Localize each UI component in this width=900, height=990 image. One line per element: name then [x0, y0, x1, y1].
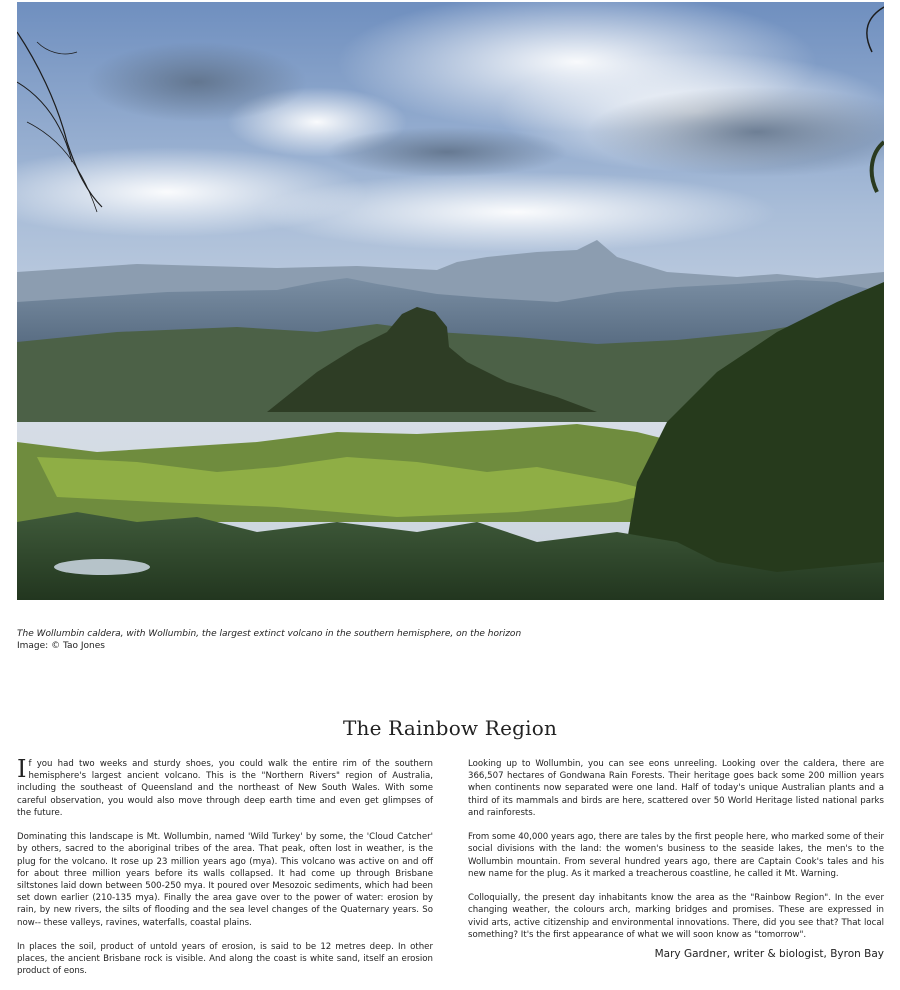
paragraph-text: f you had two weeks and sturdy shoes, you could walk the entire rim of the southern hemisphere's largest ancient volcano. This is the "Northern Rivers" region of Australia, including the southeast of Queensland and the northeast of New South Wales. With some careful observation, you would also move through deep earth time and even get glimpses of the future. — [17, 759, 433, 818]
caption-text: The Wollumbin caldera, with Wollumbin, the largest extinct volcano in the southern hemisphere, on the horizon — [17, 629, 522, 639]
author-signature: Mary Gardner, writer & biologist, Byron Bay — [654, 948, 884, 960]
paragraph: Dominating this landscape is Mt. Wollumbin, named 'Wild Turkey' by some, the 'Cloud Catcher' by others, sacred to the aboriginal tribes of the area. That peak, often lost in weather, is the plug for the volcano. It rose up 23 million years ago (mya). This volcano was active on and off for about three million years before its walls collapsed. It had come up through Brisbane siltstones laid down between 500-250 mya. It poured over Mesozoic sediments, which had been set down earlier (210-135 mya). Finally the area gave over to the power of water: erosion by rain, by new rivers, the silts of flooding and the sea level changes of the Quaternary years. So now-- these valleys, ravines, waterfalls, coastal plains. — [17, 832, 433, 928]
drop-cap: I — [17, 755, 27, 783]
right-column — [468, 758, 884, 953]
caption-credit: Image: © Tao Jones — [17, 641, 105, 651]
paragraph: From some 40,000 years ago, there are tales by the first people here, who marked some of their social divisions with the land: the women's business to the seaside lakes, the men's to the Wollumbin mountain. From several hundred years ago, there are Captain Cook's tales and his new name for the plug. As it marked a treacherous coastline, he called it Mt. Warning. — [468, 832, 884, 879]
photo-caption — [17, 628, 884, 652]
left-column — [17, 755, 433, 990]
paragraph: In places the soil, product of untold years of erosion, is said to be 12 metres deep. In other places, the ancient Brisbane rock is visible. And along the coast is white sand, itself an erosion product of eons. — [17, 942, 433, 977]
landscape-illustration — [17, 2, 884, 600]
paragraph: Looking up to Wollumbin, you can see eons unreeling. Looking over the caldera, there are 366,507 hectares of Gondwana Rain Forests. Their heritage goes back some 200 million years when continents now separated were one land. Half of today's unique Australian plants and a third of its mammals and birds are here, scattered over 50 World Heritage listed national parks and rainforests. — [468, 759, 884, 818]
paragraph: Colloquially, the present day inhabitants know the area as the "Rainbow Region". In the ever changing weather, the colours arch, marking bridges and promises. These are expressed in vivid arts, active citizenship and environmental innovations. There, did you see that? That local something? It's the first appearance of what we will soon know as "tomorrow". — [468, 893, 884, 940]
landscape-photo — [17, 2, 884, 600]
article-title: The Rainbow Region — [342, 716, 558, 740]
paragraph — [17, 755, 433, 819]
